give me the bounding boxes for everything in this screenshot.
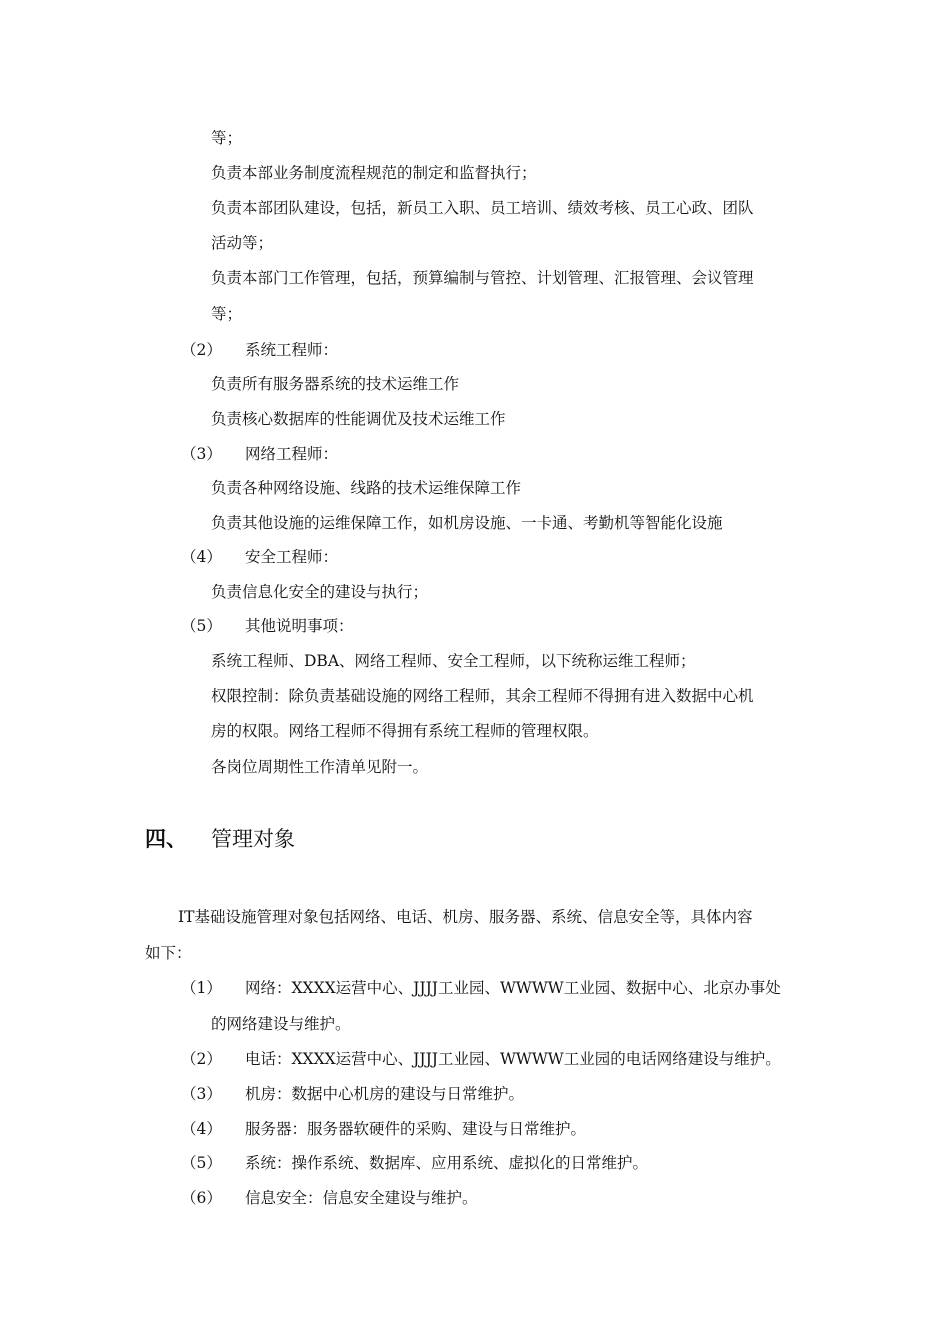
note-line: 权限控制：除负责基础设施的网络工程师，其余工程师不得拥有进入数据中心机: [211, 687, 754, 705]
role-title: 安全工程师：: [245, 548, 339, 566]
intro-line: IT基础设施管理对象包括网络、电话、机房、服务器、系统、信息安全等，具体内容: [178, 908, 753, 926]
item-number: （4）: [181, 1120, 222, 1138]
role-duty-line: 负责所有服务器系统的技术运维工作: [211, 375, 460, 393]
role-duty-line: 负责其他设施的运维保障工作，如机房设施、一卡通、考勤机等智能化设施: [211, 514, 723, 532]
manager-duty-line: 等；: [211, 129, 243, 147]
item-number: （5）: [181, 1154, 222, 1172]
role-duty-line: 负责各种网络设施、线路的技术运维保障工作: [211, 479, 522, 497]
section-number: 四、: [145, 827, 187, 851]
role-duty-line: 负责信息化安全的建设与执行；: [211, 583, 429, 601]
manager-duty-line: 负责本部业务制度流程规范的制定和监督执行；: [211, 164, 537, 182]
item-number: （6）: [181, 1189, 222, 1207]
item-number: （1）: [181, 979, 222, 997]
manager-duty-line: 负责本部门工作管理，包括，预算编制与管控、计划管理、汇报管理、会议管理: [211, 269, 754, 287]
manager-duty-line: 负责本部团队建设，包括，新员工入职、员工培训、绩效考核、员工心政、团队: [211, 199, 754, 217]
manager-duty-line: 等；: [211, 305, 243, 323]
role-number: （2）: [181, 341, 222, 359]
item-text: 服务器：服务器软硬件的采购、建设与日常维护。: [245, 1120, 587, 1138]
role-title: 系统工程师：: [245, 341, 339, 359]
role-title: 网络工程师：: [245, 445, 339, 463]
item-text: 电话：XXXX运营中心、JJJJ工业园、WWWW工业园的电话网络建设与维护。: [245, 1050, 781, 1068]
role-title: 其他说明事项：: [245, 617, 354, 635]
item-number: （3）: [181, 1085, 222, 1103]
item-text: 网络：XXXX运营中心、JJJJ工业园、WWWW工业园、数据中心、北京办事处: [245, 979, 781, 997]
note-line: 房的权限。网络工程师不得拥有系统工程师的管理权限。: [211, 722, 599, 740]
item-text: 机房：数据中心机房的建设与日常维护。: [245, 1085, 525, 1103]
note-line: 各岗位周期性工作清单见附一。: [211, 758, 429, 776]
intro-line: 如下：: [145, 944, 192, 962]
role-duty-line: 负责核心数据库的性能调优及技术运维工作: [211, 410, 506, 428]
manager-duty-line: 活动等；: [211, 234, 274, 252]
role-number: （5）: [181, 617, 222, 635]
item-number: （2）: [181, 1050, 222, 1068]
section-title: 管理对象: [211, 827, 295, 851]
role-number: （4）: [181, 548, 222, 566]
note-line: 系统工程师、DBA、网络工程师、安全工程师，以下统称运维工程师；: [211, 652, 696, 670]
item-text: 信息安全：信息安全建设与维护。: [245, 1189, 478, 1207]
item-text: 系统：操作系统、数据库、应用系统、虚拟化的日常维护。: [245, 1154, 649, 1172]
role-number: （3）: [181, 445, 222, 463]
item-text-cont: 的网络建设与维护。: [211, 1015, 351, 1033]
